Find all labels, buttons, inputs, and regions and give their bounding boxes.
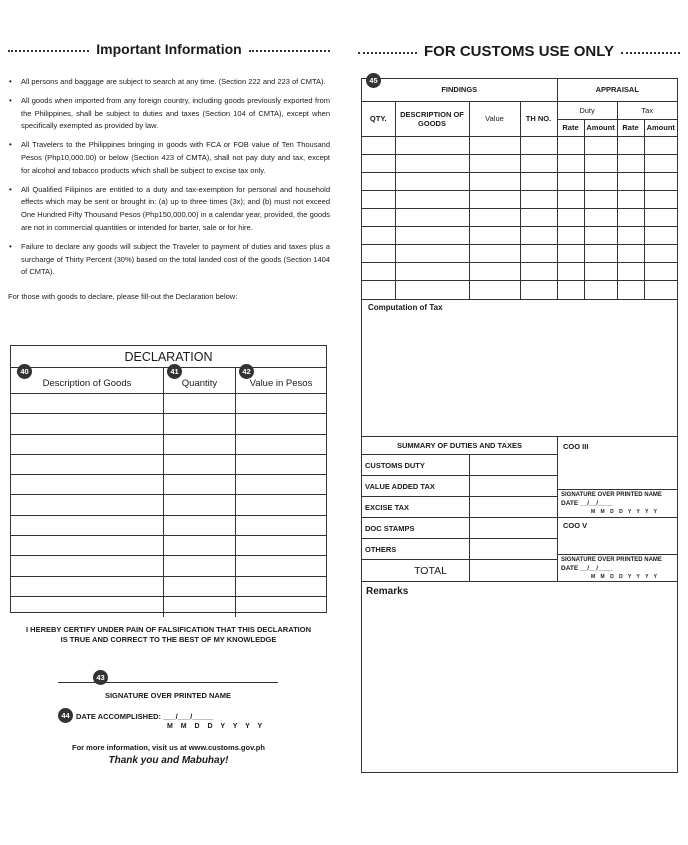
summary-row-label: CUSTOMS DUTY	[362, 455, 470, 475]
important-info-section	[8, 38, 330, 301]
computation-label: Computation of Tax	[368, 303, 443, 312]
field-number-badge: 45	[366, 73, 381, 88]
declaration-title: DECLARATION	[11, 346, 326, 368]
summary-row-label: VALUE ADDED TAX	[362, 476, 470, 496]
divider	[558, 489, 678, 490]
customs-use-title: FOR CUSTOMS USE ONLY	[423, 42, 615, 60]
quantity-cell[interactable]	[164, 414, 236, 433]
quantity-cell[interactable]	[164, 597, 236, 617]
tax-amount-header: Amount	[644, 119, 677, 136]
summary-row	[362, 455, 557, 476]
declaration-row[interactable]	[11, 536, 326, 556]
important-info-title: Important Information	[96, 41, 242, 57]
declaration-row[interactable]	[11, 455, 326, 475]
computation-area[interactable]	[362, 299, 677, 434]
quantity-cell[interactable]	[164, 577, 236, 596]
customs-use-form	[361, 78, 678, 773]
description-cell[interactable]	[11, 577, 164, 596]
value-cell[interactable]	[236, 475, 326, 494]
tax-header: Tax	[617, 101, 677, 119]
coo5-date-field[interactable]: DATE __/__/____	[561, 565, 613, 572]
field-number-badge: 40	[17, 364, 32, 379]
tax-rate-header: Rate	[617, 119, 644, 136]
value-cell[interactable]	[236, 455, 326, 474]
findings-row[interactable]	[362, 136, 677, 154]
date-format-hint: M M D D Y Y Y Y	[591, 574, 659, 580]
declaration-row[interactable]	[11, 394, 326, 414]
col-quantity-label: Quantity	[181, 378, 218, 389]
value-cell[interactable]	[236, 435, 326, 454]
summary-row	[362, 539, 557, 560]
summary-value-cell[interactable]	[470, 518, 557, 538]
findings-row[interactable]	[362, 226, 677, 244]
col-quantity-header	[164, 368, 236, 393]
findings-row[interactable]	[362, 208, 677, 226]
qty-header: QTY.	[362, 101, 395, 136]
description-cell[interactable]	[11, 516, 164, 535]
quantity-cell[interactable]	[164, 516, 236, 535]
info-bullet: • All goods when imported from any foreign country, including goods previously exported from the Philippines, shall be subject to duties and taxes (Section 104 of CMTA), except when specifically exempted as provided by law.	[8, 95, 330, 133]
field-number-badge: 41	[167, 364, 182, 379]
appraisal-header: APPRAISAL	[557, 79, 677, 101]
col-description-label: Description of Goods	[42, 378, 132, 389]
total-label: TOTAL	[362, 560, 470, 582]
description-cell[interactable]	[11, 435, 164, 454]
declaration-row[interactable]	[11, 516, 326, 536]
description-cell[interactable]	[11, 475, 164, 494]
description-cell[interactable]	[11, 455, 164, 474]
value-cell[interactable]	[236, 536, 326, 555]
field-number-badge: 44	[58, 708, 73, 723]
findings-row[interactable]	[362, 154, 677, 172]
description-cell[interactable]	[11, 495, 164, 514]
findings-row[interactable]	[362, 190, 677, 208]
signature-label: SIGNATURE OVER PRINTED NAME	[104, 691, 232, 700]
thank-you-text: Thank you and Mabuhay!	[108, 755, 229, 766]
date-format-hint: M M D D Y Y Y Y	[167, 723, 266, 730]
dotted-rule	[358, 52, 417, 54]
coo3-label: COO III	[563, 442, 589, 451]
date-format-hint: M M D D Y Y Y Y	[591, 509, 659, 515]
value-cell[interactable]	[236, 597, 326, 617]
date-accomplished-field[interactable]: DATE ACCOMPLISHED: ___/___/_____	[76, 712, 214, 721]
description-header: DESCRIPTION OF GOODS	[395, 101, 469, 136]
summary-title: SUMMARY OF DUTIES AND TAXES	[362, 437, 557, 455]
more-info-text: For more information, visit us at www.customs.gov.ph	[72, 743, 265, 752]
description-cell[interactable]	[11, 556, 164, 575]
col-value-header	[236, 368, 326, 393]
quantity-cell[interactable]	[164, 394, 236, 413]
summary-row	[362, 476, 557, 497]
signature-line[interactable]	[58, 682, 278, 683]
summary-value-cell[interactable]	[470, 539, 557, 559]
divider	[558, 554, 678, 555]
dotted-rule	[249, 50, 330, 52]
coo5-signature-label[interactable]: SIGNATURE OVER PRINTED NAME	[561, 557, 662, 563]
info-bullet: • All Travelers to the Philippines bringing in goods with FCA or FOB value of Ten Thousand Pesos (Php10,000.00) or below (Section 423 of CMTA), shall not pay duty and tax, except for alcohol and tobacco products which shall be subject to excise tax only.	[8, 139, 330, 177]
duty-amount-header: Amount	[584, 119, 617, 136]
quantity-cell[interactable]	[164, 536, 236, 555]
divider	[362, 581, 677, 582]
summary-value-cell[interactable]	[470, 497, 557, 517]
duty-rate-header: Rate	[557, 119, 584, 136]
value-header: Value	[469, 101, 520, 136]
dotted-rule	[8, 50, 89, 52]
coo5-label: COO V	[563, 521, 588, 530]
info-bullet: • All persons and baggage are subject to search at any time. (Section 222 and 223 of CMTA).	[8, 76, 330, 89]
summary-row	[362, 518, 557, 539]
declaration-row[interactable]	[11, 435, 326, 455]
value-cell[interactable]	[236, 495, 326, 514]
declaration-row[interactable]	[11, 475, 326, 495]
summary-row-label: OTHERS	[362, 539, 470, 559]
findings-header: FINDINGS	[362, 79, 557, 101]
value-cell[interactable]	[236, 414, 326, 433]
findings-appraisal-table	[362, 79, 677, 300]
description-cell[interactable]	[11, 597, 164, 617]
value-cell[interactable]	[236, 556, 326, 575]
dotted-rule	[621, 52, 680, 54]
important-info-header	[8, 38, 330, 60]
declaration-row[interactable]	[11, 495, 326, 515]
declaration-row[interactable]	[11, 556, 326, 576]
quantity-cell[interactable]	[164, 475, 236, 494]
coo3-date-field[interactable]: DATE __/__/____	[561, 500, 613, 507]
col-description-header	[11, 368, 164, 393]
summary-row-label: DOC STAMPS	[362, 518, 470, 538]
value-cell[interactable]	[236, 516, 326, 535]
description-cell[interactable]	[11, 536, 164, 555]
value-cell[interactable]	[236, 577, 326, 596]
coo3-signature-label[interactable]: SIGNATURE OVER PRINTED NAME	[561, 492, 662, 498]
findings-row[interactable]	[362, 244, 677, 262]
customs-use-header	[358, 40, 680, 62]
findings-row[interactable]	[362, 280, 677, 299]
declare-instruction: For those with goods to declare, please fill-out the Declaration below:	[8, 292, 238, 302]
summary-table	[362, 436, 557, 582]
findings-row[interactable]	[362, 262, 677, 280]
summary-row-label: EXCISE TAX	[362, 497, 470, 517]
info-bullet: • All Qualified Filipinos are entitled to a duty and tax-exemption for personal and household effects which may be sent or brought in: (a) up to three times (3x); and (b) must not exceed One Hundred Fifty Thousand Pesos (Php150,000.00) in a calendar year, provided, the goods are not in commercial quantities or intended for barter, sale or for hire.	[8, 184, 330, 235]
th-no-header: TH NO.	[520, 101, 557, 136]
declaration-row[interactable]	[11, 577, 326, 597]
col-value-label: Value in Pesos	[249, 378, 313, 389]
declaration-table	[10, 345, 327, 613]
declaration-row[interactable]	[11, 414, 326, 434]
quantity-cell[interactable]	[164, 495, 236, 514]
findings-row[interactable]	[362, 172, 677, 190]
quantity-cell[interactable]	[164, 435, 236, 454]
field-number-badge: 42	[239, 364, 254, 379]
declaration-row[interactable]	[11, 597, 326, 617]
value-cell[interactable]	[236, 394, 326, 413]
summary-value-cell[interactable]	[470, 476, 557, 496]
info-bullet: • Failure to declare any goods will subject the Traveler to payment of duties and taxes plus a surcharge of Thirty Percent (30%) based on the total landed cost of the goods (Section 1404 of CMTA).	[8, 241, 330, 279]
certification-statement	[10, 625, 327, 645]
certify-line: IS TRUE AND CORRECT TO THE BEST OF MY KNOWLEDGE	[60, 635, 277, 644]
declaration-header-row	[11, 368, 326, 394]
description-cell[interactable]	[11, 414, 164, 433]
coo-signature-column	[557, 436, 678, 581]
remarks-label: Remarks	[366, 586, 409, 597]
summary-value-cell[interactable]	[470, 455, 557, 475]
divider	[558, 517, 678, 518]
certify-line: I HEREBY CERTIFY UNDER PAIN OF FALSIFICATION THAT THIS DECLARATION	[25, 625, 311, 634]
field-number-badge: 43	[93, 670, 108, 685]
info-list	[8, 76, 330, 279]
quantity-cell[interactable]	[164, 455, 236, 474]
quantity-cell[interactable]	[164, 556, 236, 575]
description-cell[interactable]	[11, 394, 164, 413]
summary-row	[362, 497, 557, 518]
duty-header: Duty	[557, 101, 617, 119]
summary-total-row	[362, 560, 557, 582]
